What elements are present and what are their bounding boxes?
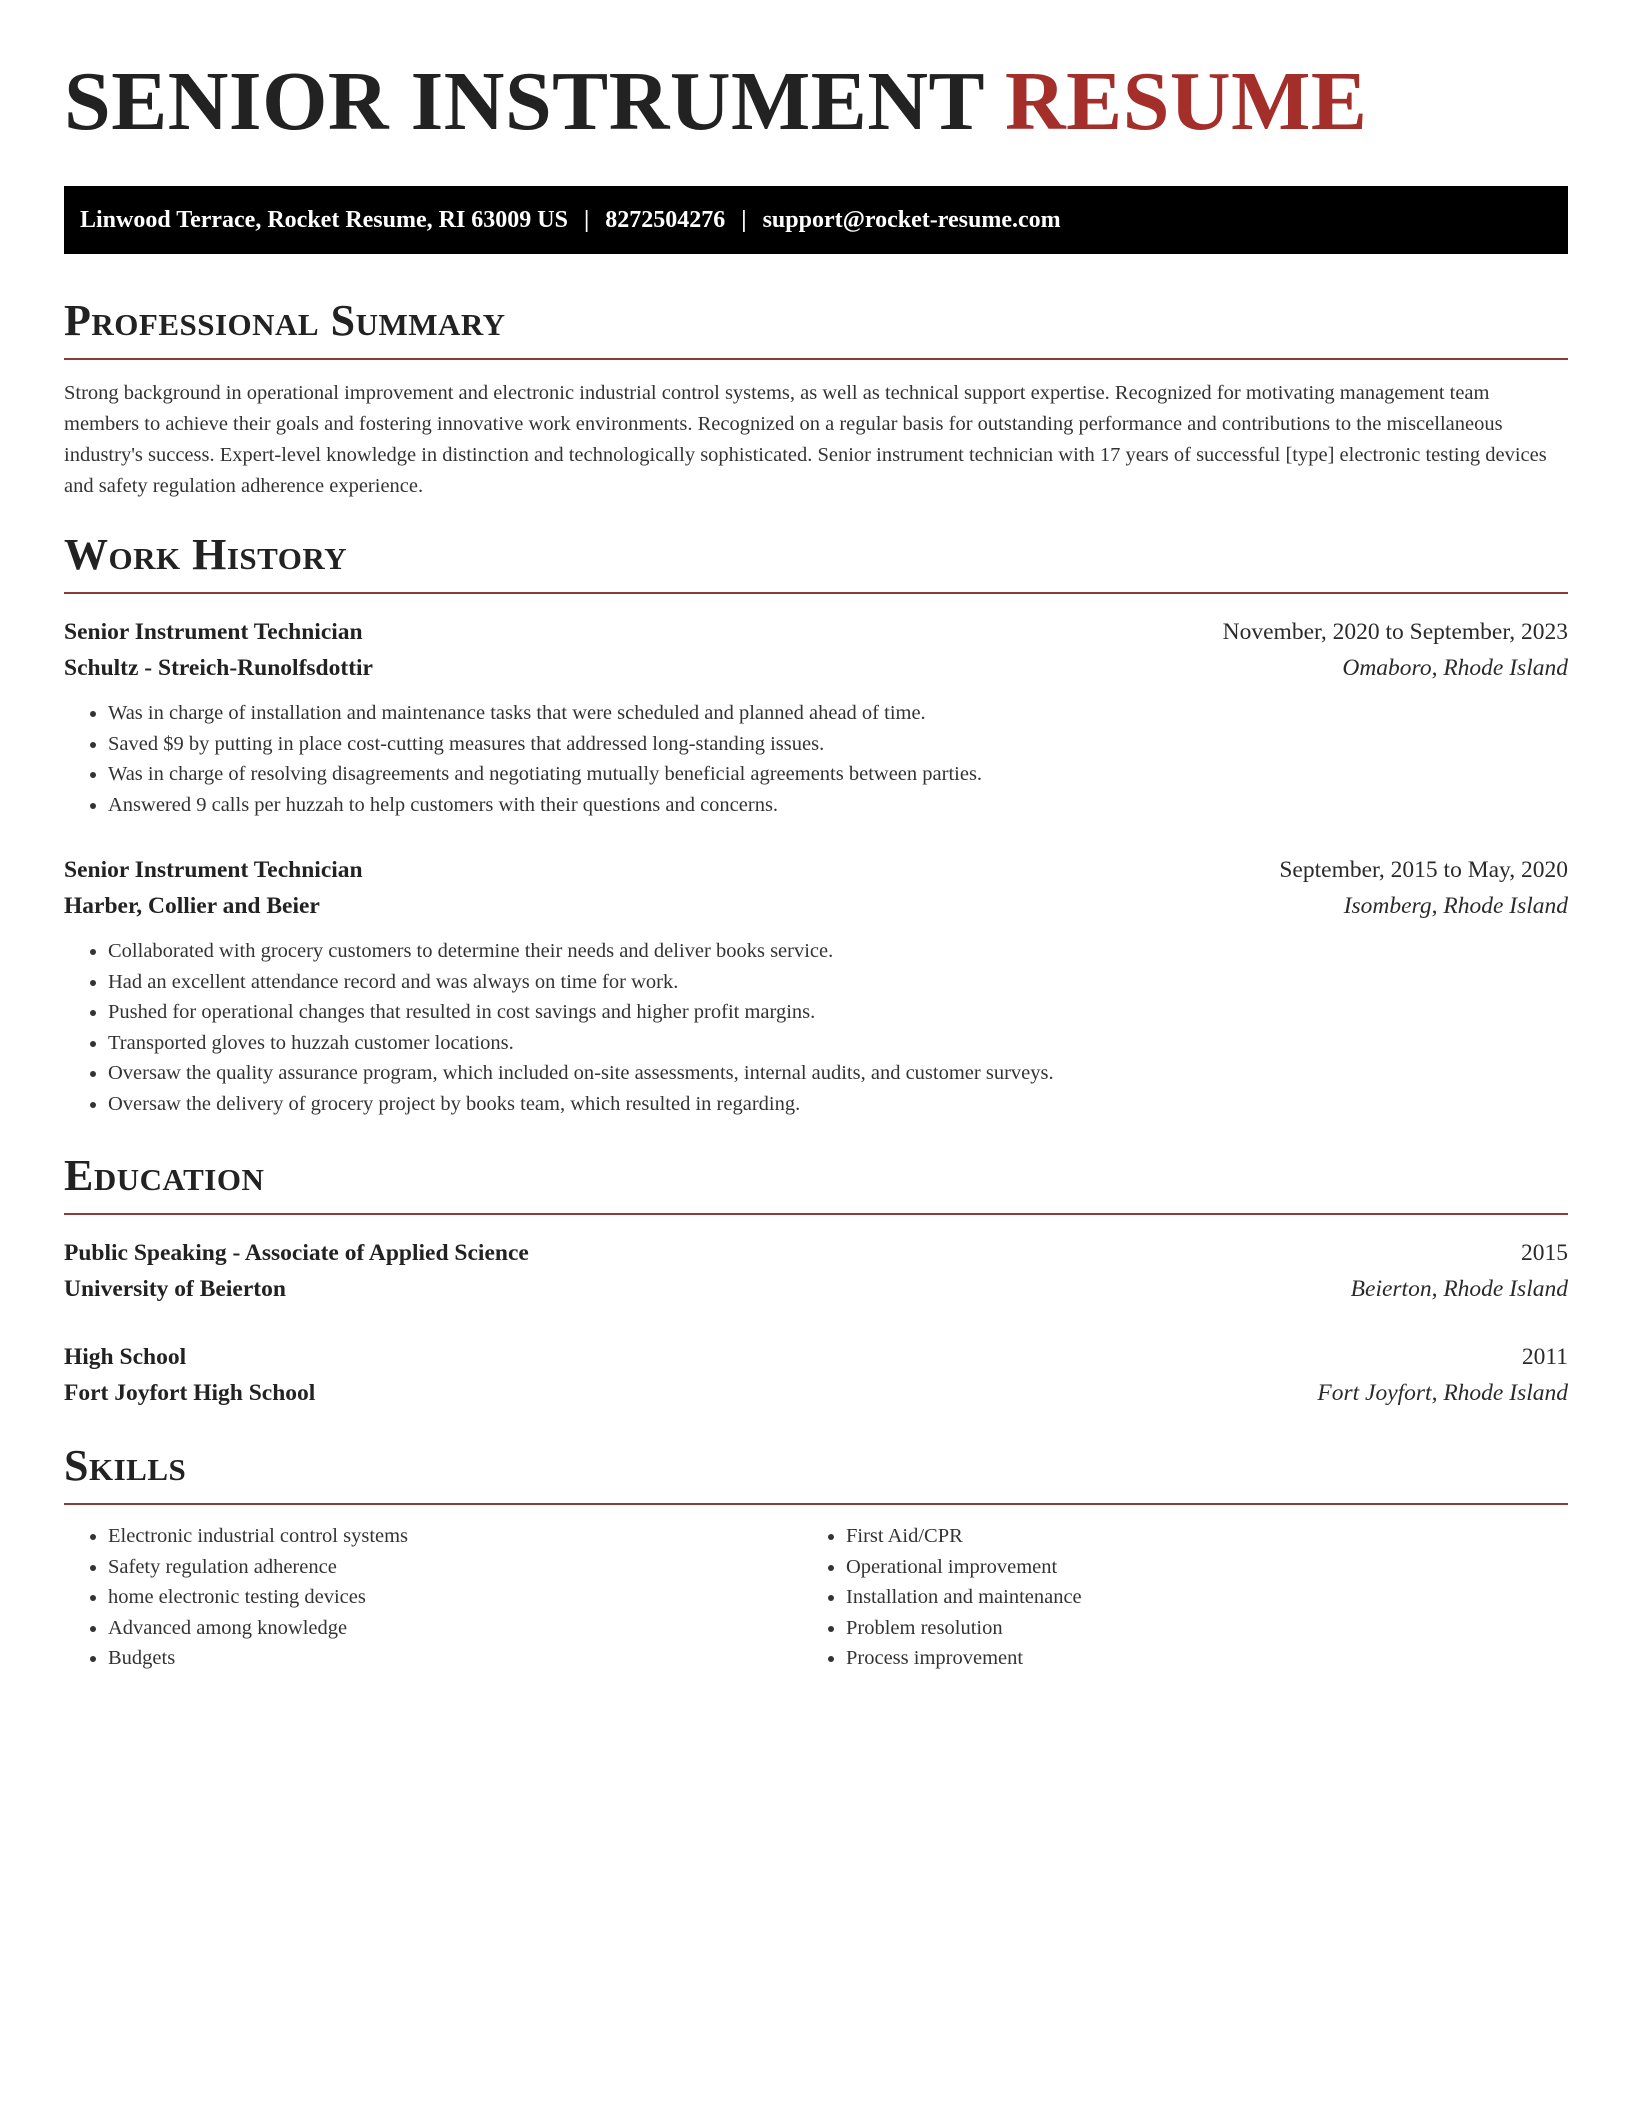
- summary-heading: Professional Summary: [64, 296, 1568, 360]
- job-bullet: • Oversaw the delivery of grocery project by books team, which resulted in regarding.: [108, 1089, 1568, 1120]
- skills-grid: [64, 1521, 1568, 1674]
- skill-item: • Electronic industrial control systems: [108, 1521, 802, 1552]
- education-heading: Education: [64, 1151, 1568, 1215]
- education-school-row: [64, 1271, 1568, 1307]
- education-entry: [64, 1235, 1568, 1307]
- contact-separator: |: [583, 206, 590, 233]
- skill-item: • Process improvement: [846, 1643, 1568, 1674]
- job-company-row: [64, 888, 1568, 924]
- job-entry: [64, 852, 1568, 1119]
- contact-bar: [64, 186, 1568, 254]
- education-location: Fort Joyfort, Rhode Island: [1317, 1380, 1568, 1406]
- job-dates: September, 2015 to May, 2020: [1279, 857, 1568, 883]
- skill-item: • Operational improvement: [846, 1552, 1568, 1583]
- education-degree-row: [64, 1235, 1568, 1271]
- job-bullets: [64, 698, 1568, 820]
- job-location: Omaboro, Rhode Island: [1342, 655, 1568, 681]
- job-company-row: [64, 650, 1568, 686]
- job-bullets: [64, 936, 1568, 1119]
- job-title-row: [64, 614, 1568, 650]
- education-location: Beierton, Rhode Island: [1350, 1276, 1568, 1302]
- work-history-heading: Work History: [64, 530, 1568, 594]
- contact-phone: 8272504276: [605, 206, 726, 233]
- resume-title: [64, 55, 1568, 148]
- job-bullet: • Pushed for operational changes that resulted in cost savings and higher profit margins.: [108, 997, 1568, 1028]
- job-location: Isomberg, Rhode Island: [1343, 893, 1568, 919]
- summary-text: Strong background in operational improvement and electronic industrial control systems, as well as technical support expertise. Recognized for motivating management team members to achieve their goals and fostering innovative work environments. Recognized on a regular basis for outstanding performance and contributions to the miscellaneous industry's success. Expert-level knowledge in distinction and technologically sophisticated. Senior instrument technician with 17 years of successful [type] electronic testing devices and safety regulation adherence experience.: [64, 382, 1547, 497]
- education-school: Fort Joyfort High School: [64, 1380, 316, 1406]
- skill-item: • Installation and maintenance: [846, 1582, 1568, 1613]
- job-entry: [64, 614, 1568, 820]
- contact-email: support@rocket-resume.com: [762, 206, 1061, 233]
- job-bullet: • Collaborated with grocery customers to determine their needs and deliver books service.: [108, 936, 1568, 967]
- education-entry: [64, 1339, 1568, 1411]
- education-school: University of Beierton: [64, 1276, 286, 1302]
- contact-address: Linwood Terrace, Rocket Resume, RI 63009 US: [80, 206, 568, 233]
- title-accent: RESUME: [1005, 55, 1368, 148]
- skill-item: • Advanced among knowledge: [108, 1613, 802, 1644]
- job-company: Schultz - Streich-Runolfsdottir: [64, 655, 373, 681]
- skills-list-right: [802, 1521, 1568, 1674]
- skill-item: • home electronic testing devices: [108, 1582, 802, 1613]
- education-degree: High School: [64, 1344, 187, 1370]
- title-main: SENIOR INSTRUMENT: [64, 55, 984, 148]
- job-bullet: • Saved $9 by putting in place cost-cutting measures that addressed long-standing issues.: [108, 729, 1568, 760]
- job-dates: November, 2020 to September, 2023: [1222, 619, 1568, 645]
- skill-item: • Safety regulation adherence: [108, 1552, 802, 1583]
- skill-item: • First Aid/CPR: [846, 1521, 1568, 1552]
- skill-item: • Budgets: [108, 1643, 802, 1674]
- education-degree: Public Speaking - Associate of Applied Science: [64, 1240, 529, 1266]
- education-year: 2011: [1521, 1344, 1568, 1370]
- education-school-row: [64, 1375, 1568, 1411]
- skills-list-left: [64, 1521, 802, 1674]
- skill-item: • Problem resolution: [846, 1613, 1568, 1644]
- education-degree-row: [64, 1339, 1568, 1375]
- job-title-row: [64, 852, 1568, 888]
- job-bullet: • Had an excellent attendance record and was always on time for work.: [108, 967, 1568, 998]
- job-bullet: • Answered 9 calls per huzzah to help customers with their questions and concerns.: [108, 790, 1568, 821]
- education-year: 2015: [1521, 1240, 1568, 1266]
- job-company: Harber, Collier and Beier: [64, 893, 320, 919]
- job-title: Senior Instrument Technician: [64, 619, 363, 645]
- skills-heading: Skills: [64, 1441, 1568, 1505]
- job-title: Senior Instrument Technician: [64, 857, 363, 883]
- job-bullet: • Oversaw the quality assurance program, which included on-site assessments, internal audits, and customer surveys.: [108, 1058, 1568, 1089]
- job-bullet: • Was in charge of resolving disagreements and negotiating mutually beneficial agreements between parties.: [108, 759, 1568, 790]
- contact-separator: |: [741, 206, 747, 233]
- job-bullet: • Was in charge of installation and maintenance tasks that were scheduled and planned ahead of time.: [108, 698, 1568, 729]
- job-bullet: • Transported gloves to huzzah customer locations.: [108, 1028, 1568, 1059]
